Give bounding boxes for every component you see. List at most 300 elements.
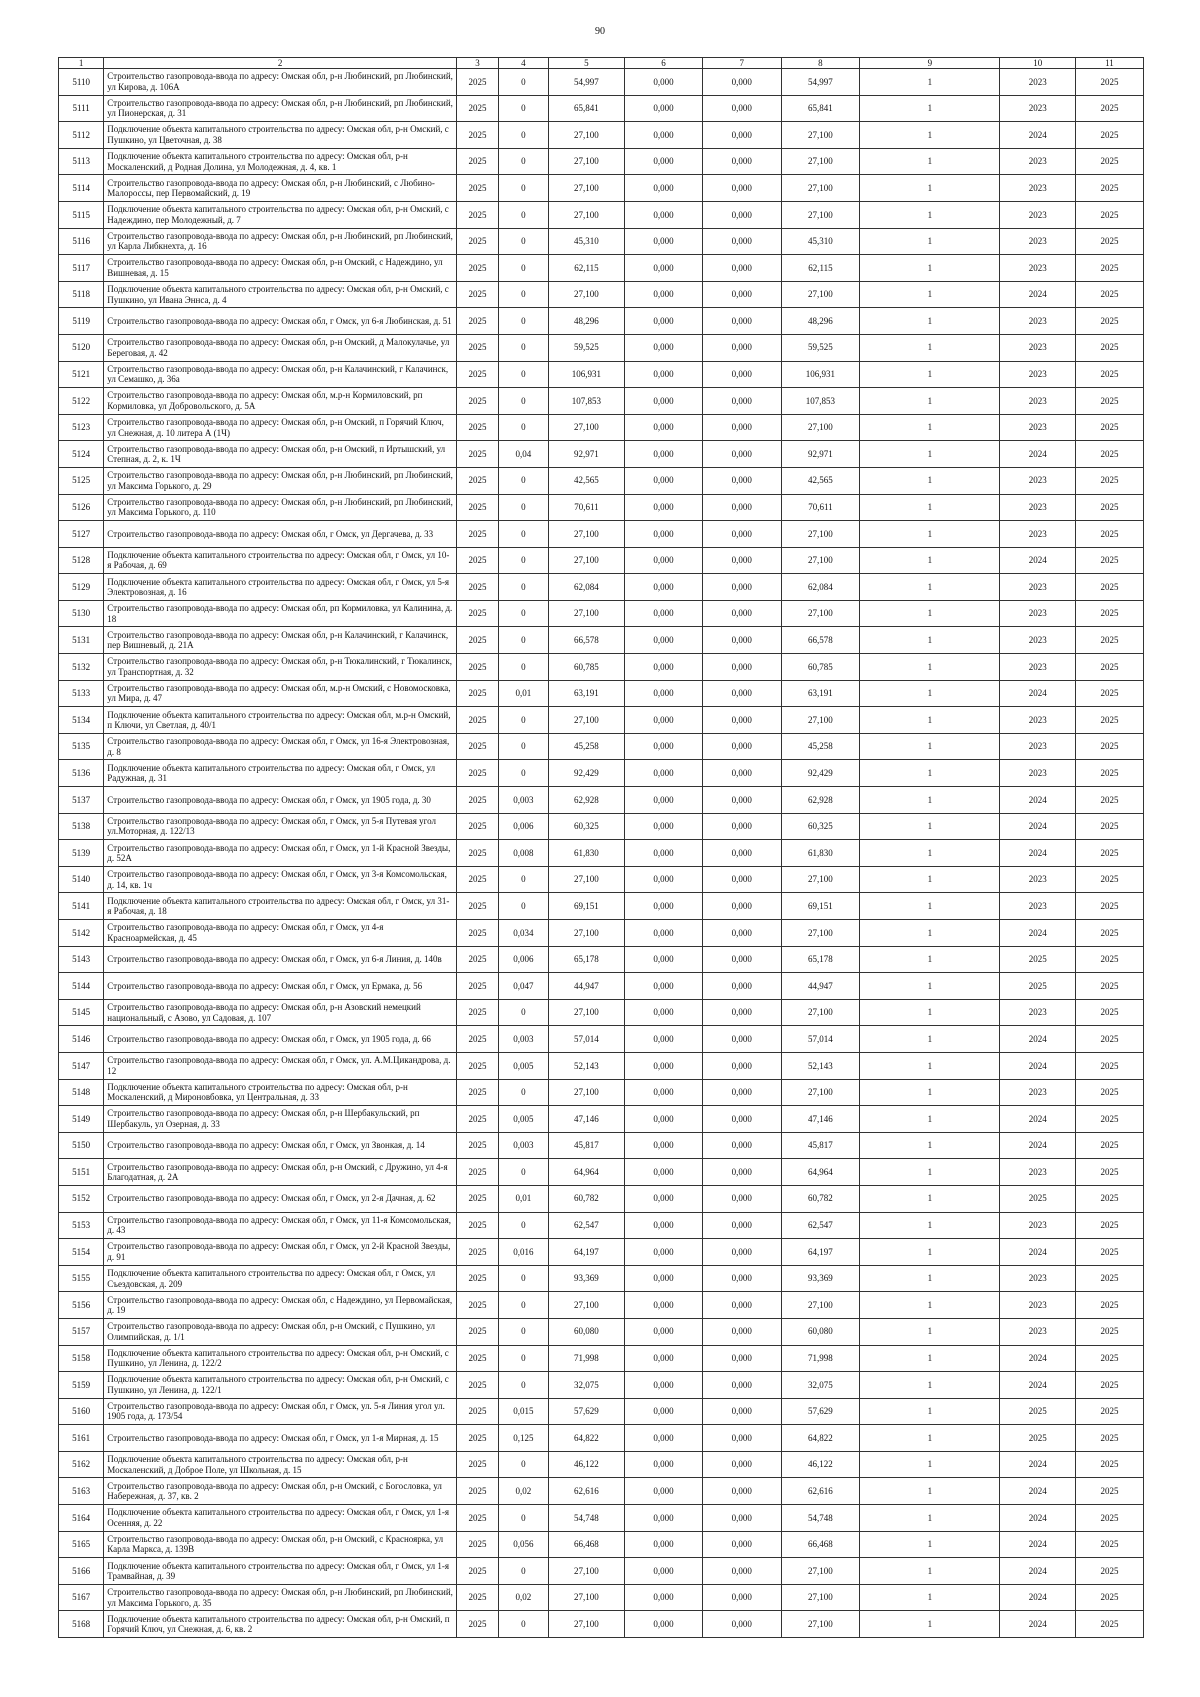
object-description: Подключение объекта капитального строительства по адресу: Омская обл, р-н Омский, с Надеждино, пер Молодежный, д. 7 — [104, 201, 457, 228]
cost-col7-cell: 0,000 — [702, 361, 781, 388]
cost-col8-cell: 62,084 — [781, 574, 860, 601]
cost-col6-cell: 0,000 — [625, 946, 703, 973]
table-row — [59, 414, 1144, 441]
row-number: 5141 — [59, 893, 104, 920]
table-row — [59, 494, 1144, 521]
table-row — [59, 1505, 1144, 1532]
table-row — [59, 600, 1144, 627]
cost-col8-cell: 62,115 — [781, 255, 860, 282]
quantity-cell: 1 — [860, 920, 1000, 947]
length-cell: 0 — [499, 760, 549, 787]
cost-col7-cell: 0,000 — [702, 122, 781, 149]
cost-col7-cell: 0,000 — [702, 1292, 781, 1319]
quantity-cell: 1 — [860, 946, 1000, 973]
total-cost-cell: 106,931 — [548, 361, 625, 388]
object-description: Подключение объекта капитального строительства по адресу: Омская обл, р-н Москаленский, д Родная Долина, ул Молодежная, д. 4, кв. 1 — [104, 148, 457, 175]
quantity-cell: 1 — [860, 1026, 1000, 1053]
year-cell: 2025 — [456, 388, 498, 415]
length-cell: 0 — [499, 308, 549, 335]
quantity-cell: 1 — [860, 654, 1000, 681]
cost-col6-cell: 0,000 — [625, 600, 703, 627]
length-cell: 0 — [499, 1611, 549, 1638]
cost-col8-cell: 27,100 — [781, 148, 860, 175]
start-year-cell: 2023 — [1000, 1318, 1075, 1345]
year-cell: 2025 — [456, 1132, 498, 1159]
table-row — [59, 201, 1144, 228]
start-year-cell: 2024 — [1000, 122, 1075, 149]
end-year-cell: 2025 — [1075, 840, 1143, 867]
row-number: 5119 — [59, 308, 104, 335]
table-row — [59, 521, 1144, 548]
cost-col6-cell: 0,000 — [625, 760, 703, 787]
end-year-cell: 2025 — [1075, 1052, 1143, 1079]
cost-col8-cell: 42,565 — [781, 467, 860, 494]
row-number: 5142 — [59, 920, 104, 947]
quantity-cell: 1 — [860, 334, 1000, 361]
cost-col8-cell: 48,296 — [781, 308, 860, 335]
column-header: 6 — [625, 58, 703, 69]
total-cost-cell: 42,565 — [548, 467, 625, 494]
row-number: 5114 — [59, 175, 104, 202]
start-year-cell: 2024 — [1000, 1132, 1075, 1159]
total-cost-cell: 27,100 — [548, 999, 625, 1026]
quantity-cell: 1 — [860, 281, 1000, 308]
page-number: 90 — [595, 26, 605, 37]
end-year-cell: 2025 — [1075, 999, 1143, 1026]
quantity-cell: 1 — [860, 1451, 1000, 1478]
total-cost-cell: 65,178 — [548, 946, 625, 973]
length-cell: 0 — [499, 494, 549, 521]
cost-col6-cell: 0,000 — [625, 1451, 703, 1478]
object-description: Подключение объекта капитального строительства по адресу: Омская обл, г Омск, ул Радужная, д. 31 — [104, 760, 457, 787]
cost-col6-cell: 0,000 — [625, 361, 703, 388]
end-year-cell: 2025 — [1075, 1451, 1143, 1478]
total-cost-cell: 27,100 — [548, 122, 625, 149]
end-year-cell: 2025 — [1075, 760, 1143, 787]
year-cell: 2025 — [456, 1505, 498, 1532]
object-description: Строительство газопровода-ввода по адресу: Омская обл, р-н Любинский, рп Любинский, ул Кирова, д. 106А — [104, 69, 457, 96]
cost-col6-cell: 0,000 — [625, 201, 703, 228]
cost-col6-cell: 0,000 — [625, 1531, 703, 1558]
cost-col6-cell: 0,000 — [625, 467, 703, 494]
end-year-cell: 2025 — [1075, 361, 1143, 388]
year-cell: 2025 — [456, 1265, 498, 1292]
cost-col6-cell: 0,000 — [625, 1239, 703, 1266]
cost-col6-cell: 0,000 — [625, 521, 703, 548]
cost-col8-cell: 71,998 — [781, 1345, 860, 1372]
object-description: Подключение объекта капитального строительства по адресу: Омская обл, г Омск, ул 5-я Электровозная, д. 16 — [104, 574, 457, 601]
cost-col6-cell: 0,000 — [625, 1159, 703, 1186]
row-number: 5158 — [59, 1345, 104, 1372]
start-year-cell: 2023 — [1000, 600, 1075, 627]
start-year-cell: 2023 — [1000, 707, 1075, 734]
quantity-cell: 1 — [860, 973, 1000, 1000]
total-cost-cell: 27,100 — [548, 281, 625, 308]
start-year-cell: 2024 — [1000, 680, 1075, 707]
object-description: Строительство газопровода-ввода по адресу: Омская обл, рп Кормиловка, ул Калинина, д. 18 — [104, 600, 457, 627]
cost-col7-cell: 0,000 — [702, 494, 781, 521]
table-row — [59, 1239, 1144, 1266]
start-year-cell: 2024 — [1000, 787, 1075, 814]
cost-col6-cell: 0,000 — [625, 787, 703, 814]
total-cost-cell: 62,928 — [548, 787, 625, 814]
year-cell: 2025 — [456, 148, 498, 175]
cost-col7-cell: 0,000 — [702, 600, 781, 627]
total-cost-cell: 60,325 — [548, 813, 625, 840]
object-description: Строительство газопровода-ввода по адресу: Омская обл, р-н Калачинский, г Калачинск, пер Вишневый, д. 21А — [104, 627, 457, 654]
cost-col7-cell: 0,000 — [702, 334, 781, 361]
end-year-cell: 2025 — [1075, 122, 1143, 149]
row-number: 5128 — [59, 547, 104, 574]
cost-col6-cell: 0,000 — [625, 973, 703, 1000]
row-number: 5133 — [59, 680, 104, 707]
total-cost-cell: 27,100 — [548, 547, 625, 574]
length-cell: 0 — [499, 893, 549, 920]
table-row — [59, 627, 1144, 654]
end-year-cell: 2025 — [1075, 388, 1143, 415]
year-cell: 2025 — [456, 1584, 498, 1611]
cost-col7-cell: 0,000 — [702, 787, 781, 814]
total-cost-cell: 70,611 — [548, 494, 625, 521]
start-year-cell: 2023 — [1000, 334, 1075, 361]
total-cost-cell: 59,525 — [548, 334, 625, 361]
cost-col8-cell: 57,014 — [781, 1026, 860, 1053]
table-row — [59, 1451, 1144, 1478]
table-row — [59, 69, 1144, 96]
end-year-cell: 2025 — [1075, 1265, 1143, 1292]
year-cell: 2025 — [456, 547, 498, 574]
length-cell: 0 — [499, 1451, 549, 1478]
start-year-cell: 2023 — [1000, 1265, 1075, 1292]
cost-col8-cell: 106,931 — [781, 361, 860, 388]
cost-col6-cell: 0,000 — [625, 680, 703, 707]
end-year-cell: 2025 — [1075, 1611, 1143, 1638]
total-cost-cell: 63,191 — [548, 680, 625, 707]
total-cost-cell: 52,143 — [548, 1052, 625, 1079]
cost-col7-cell: 0,000 — [702, 1318, 781, 1345]
quantity-cell: 1 — [860, 760, 1000, 787]
cost-col8-cell: 46,122 — [781, 1451, 860, 1478]
object-description: Строительство газопровода-ввода по адресу: Омская обл, г Омск, ул 16-я Электровозная, д. 8 — [104, 733, 457, 760]
row-number: 5145 — [59, 999, 104, 1026]
table-row — [59, 1212, 1144, 1239]
year-cell: 2025 — [456, 1451, 498, 1478]
column-header: 2 — [104, 58, 457, 69]
length-cell: 0,003 — [499, 787, 549, 814]
total-cost-cell: 64,964 — [548, 1159, 625, 1186]
end-year-cell: 2025 — [1075, 467, 1143, 494]
length-cell: 0,056 — [499, 1531, 549, 1558]
cost-col7-cell: 0,000 — [702, 920, 781, 947]
column-header: 10 — [1000, 58, 1075, 69]
year-cell: 2025 — [456, 893, 498, 920]
row-number: 5110 — [59, 69, 104, 96]
quantity-cell: 1 — [860, 600, 1000, 627]
column-header: 5 — [548, 58, 625, 69]
cost-col6-cell: 0,000 — [625, 281, 703, 308]
total-cost-cell: 47,146 — [548, 1106, 625, 1133]
start-year-cell: 2023 — [1000, 494, 1075, 521]
row-number: 5121 — [59, 361, 104, 388]
start-year-cell: 2023 — [1000, 627, 1075, 654]
table-row — [59, 1372, 1144, 1399]
cost-col8-cell: 27,100 — [781, 1079, 860, 1106]
cost-col6-cell: 0,000 — [625, 813, 703, 840]
cost-col7-cell: 0,000 — [702, 840, 781, 867]
row-number: 5130 — [59, 600, 104, 627]
total-cost-cell: 65,841 — [548, 95, 625, 122]
year-cell: 2025 — [456, 760, 498, 787]
length-cell: 0 — [499, 999, 549, 1026]
cost-col8-cell: 32,075 — [781, 1372, 860, 1399]
cost-col8-cell: 92,971 — [781, 441, 860, 468]
cost-col7-cell: 0,000 — [702, 680, 781, 707]
cost-col6-cell: 0,000 — [625, 1132, 703, 1159]
object-description: Строительство газопровода-ввода по адресу: Омская обл, г Омск, ул 5-я Путевая угол ул.Моторная, д. 122/13 — [104, 813, 457, 840]
cost-col6-cell: 0,000 — [625, 1292, 703, 1319]
total-cost-cell: 107,853 — [548, 388, 625, 415]
cost-col7-cell: 0,000 — [702, 1185, 781, 1212]
cost-col8-cell: 92,429 — [781, 760, 860, 787]
table-row — [59, 1159, 1144, 1186]
length-cell: 0 — [499, 1318, 549, 1345]
quantity-cell: 1 — [860, 1611, 1000, 1638]
end-year-cell: 2025 — [1075, 920, 1143, 947]
table-row — [59, 122, 1144, 149]
object-description: Строительство газопровода-ввода по адресу: Омская обл, г Омск, ул 6-я Линия, д. 140в — [104, 946, 457, 973]
cost-col8-cell: 27,100 — [781, 600, 860, 627]
year-cell: 2025 — [456, 733, 498, 760]
year-cell: 2025 — [456, 334, 498, 361]
end-year-cell: 2025 — [1075, 521, 1143, 548]
column-header: 3 — [456, 58, 498, 69]
start-year-cell: 2025 — [1000, 946, 1075, 973]
cost-col8-cell: 27,100 — [781, 1558, 860, 1585]
end-year-cell: 2025 — [1075, 414, 1143, 441]
row-number: 5162 — [59, 1451, 104, 1478]
start-year-cell: 2023 — [1000, 69, 1075, 96]
row-number: 5157 — [59, 1318, 104, 1345]
start-year-cell: 2024 — [1000, 1451, 1075, 1478]
cost-col8-cell: 60,325 — [781, 813, 860, 840]
total-cost-cell: 64,822 — [548, 1425, 625, 1452]
row-number: 5111 — [59, 95, 104, 122]
quantity-cell: 1 — [860, 95, 1000, 122]
quantity-cell: 1 — [860, 1132, 1000, 1159]
quantity-cell: 1 — [860, 494, 1000, 521]
object-description: Строительство газопровода-ввода по адресу: Омская обл, г Омск, ул 1905 года, д. 66 — [104, 1026, 457, 1053]
year-cell: 2025 — [456, 1372, 498, 1399]
row-number: 5137 — [59, 787, 104, 814]
object-description: Строительство газопровода-ввода по адресу: Омская обл, р-н Азовский немецкий национальный, с Азово, ул Садовая, д. 107 — [104, 999, 457, 1026]
row-number: 5151 — [59, 1159, 104, 1186]
row-number: 5153 — [59, 1212, 104, 1239]
row-number: 5167 — [59, 1584, 104, 1611]
cost-col8-cell: 27,100 — [781, 414, 860, 441]
column-header: 4 — [499, 58, 549, 69]
cost-col8-cell: 57,629 — [781, 1398, 860, 1425]
length-cell: 0,04 — [499, 441, 549, 468]
table-row — [59, 1425, 1144, 1452]
end-year-cell: 2025 — [1075, 733, 1143, 760]
table-row — [59, 760, 1144, 787]
cost-col6-cell: 0,000 — [625, 999, 703, 1026]
end-year-cell: 2025 — [1075, 600, 1143, 627]
start-year-cell: 2024 — [1000, 1239, 1075, 1266]
start-year-cell: 2024 — [1000, 547, 1075, 574]
quantity-cell: 1 — [860, 1318, 1000, 1345]
length-cell: 0 — [499, 1159, 549, 1186]
start-year-cell: 2023 — [1000, 521, 1075, 548]
total-cost-cell: 92,429 — [548, 760, 625, 787]
row-number: 5155 — [59, 1265, 104, 1292]
object-description: Подключение объекта капитального строительства по адресу: Омская обл, г Омск, ул 1-я Трамвайная, д. 39 — [104, 1558, 457, 1585]
cost-col7-cell: 0,000 — [702, 441, 781, 468]
year-cell: 2025 — [456, 95, 498, 122]
end-year-cell: 2025 — [1075, 654, 1143, 681]
cost-col8-cell: 64,197 — [781, 1239, 860, 1266]
start-year-cell: 2025 — [1000, 1185, 1075, 1212]
object-description: Строительство газопровода-ввода по адресу: Омская обл, г Омск, ул 1-й Красной Звезды, д. 52А — [104, 840, 457, 867]
object-description: Подключение объекта капитального строительства по адресу: Омская обл, г Омск, ул 1-я Осенняя, д. 22 — [104, 1505, 457, 1532]
quantity-cell: 1 — [860, 787, 1000, 814]
length-cell: 0 — [499, 388, 549, 415]
length-cell: 0,01 — [499, 680, 549, 707]
object-description: Строительство газопровода-ввода по адресу: Омская обл, р-н Омский, с Дружино, ул 4-я Благодатная, д. 2А — [104, 1159, 457, 1186]
end-year-cell: 2025 — [1075, 813, 1143, 840]
end-year-cell: 2025 — [1075, 281, 1143, 308]
end-year-cell: 2025 — [1075, 201, 1143, 228]
object-description: Строительство газопровода-ввода по адресу: Омская обл, р-н Омский, с Пушкино, ул Олимпийская, д. 1/1 — [104, 1318, 457, 1345]
year-cell: 2025 — [456, 600, 498, 627]
cost-col7-cell: 0,000 — [702, 1372, 781, 1399]
end-year-cell: 2025 — [1075, 627, 1143, 654]
year-cell: 2025 — [456, 414, 498, 441]
year-cell: 2025 — [456, 1212, 498, 1239]
row-number: 5148 — [59, 1079, 104, 1106]
end-year-cell: 2025 — [1075, 1079, 1143, 1106]
end-year-cell: 2025 — [1075, 441, 1143, 468]
year-cell: 2025 — [456, 920, 498, 947]
table-row — [59, 999, 1144, 1026]
table-row — [59, 1265, 1144, 1292]
length-cell: 0 — [499, 361, 549, 388]
cost-col8-cell: 27,100 — [781, 999, 860, 1026]
length-cell: 0 — [499, 1345, 549, 1372]
end-year-cell: 2025 — [1075, 1239, 1143, 1266]
total-cost-cell: 48,296 — [548, 308, 625, 335]
year-cell: 2025 — [456, 441, 498, 468]
column-header: 8 — [781, 58, 860, 69]
end-year-cell: 2025 — [1075, 1425, 1143, 1452]
year-cell: 2025 — [456, 1478, 498, 1505]
total-cost-cell: 93,369 — [548, 1265, 625, 1292]
cost-col8-cell: 27,100 — [781, 866, 860, 893]
year-cell: 2025 — [456, 574, 498, 601]
start-year-cell: 2024 — [1000, 1478, 1075, 1505]
row-number: 5147 — [59, 1052, 104, 1079]
quantity-cell: 1 — [860, 627, 1000, 654]
total-cost-cell: 27,100 — [548, 175, 625, 202]
total-cost-cell: 45,817 — [548, 1132, 625, 1159]
cost-col6-cell: 0,000 — [625, 1505, 703, 1532]
row-number: 5117 — [59, 255, 104, 282]
row-number: 5131 — [59, 627, 104, 654]
total-cost-cell: 57,629 — [548, 1398, 625, 1425]
total-cost-cell: 62,084 — [548, 574, 625, 601]
end-year-cell: 2025 — [1075, 1159, 1143, 1186]
year-cell: 2025 — [456, 1425, 498, 1452]
year-cell: 2025 — [456, 1345, 498, 1372]
cost-col6-cell: 0,000 — [625, 1558, 703, 1585]
cost-col7-cell: 0,000 — [702, 946, 781, 973]
start-year-cell: 2023 — [1000, 414, 1075, 441]
cost-col6-cell: 0,000 — [625, 920, 703, 947]
cost-col8-cell: 61,830 — [781, 840, 860, 867]
table-row — [59, 1345, 1144, 1372]
year-cell: 2025 — [456, 1052, 498, 1079]
total-cost-cell: 27,100 — [548, 201, 625, 228]
year-cell: 2025 — [456, 1185, 498, 1212]
year-cell: 2025 — [456, 840, 498, 867]
start-year-cell: 2023 — [1000, 255, 1075, 282]
total-cost-cell: 44,947 — [548, 973, 625, 1000]
length-cell: 0 — [499, 122, 549, 149]
object-description: Строительство газопровода-ввода по адресу: Омская обл, г Омск, ул. А.М.Цикандрова, д. 12 — [104, 1052, 457, 1079]
quantity-cell: 1 — [860, 175, 1000, 202]
total-cost-cell: 60,785 — [548, 654, 625, 681]
cost-col7-cell: 0,000 — [702, 308, 781, 335]
year-cell: 2025 — [456, 69, 498, 96]
quantity-cell: 1 — [860, 1185, 1000, 1212]
length-cell: 0 — [499, 654, 549, 681]
year-cell: 2025 — [456, 1026, 498, 1053]
cost-col8-cell: 66,578 — [781, 627, 860, 654]
length-cell: 0 — [499, 733, 549, 760]
quantity-cell: 1 — [860, 148, 1000, 175]
end-year-cell: 2025 — [1075, 893, 1143, 920]
cost-col6-cell: 0,000 — [625, 1372, 703, 1399]
cost-col8-cell: 27,100 — [781, 547, 860, 574]
total-cost-cell: 54,997 — [548, 69, 625, 96]
start-year-cell: 2023 — [1000, 467, 1075, 494]
quantity-cell: 1 — [860, 255, 1000, 282]
table-row — [59, 920, 1144, 947]
table-row — [59, 1132, 1144, 1159]
quantity-cell: 1 — [860, 69, 1000, 96]
table-row — [59, 1611, 1144, 1638]
end-year-cell: 2025 — [1075, 1292, 1143, 1319]
object-description: Строительство газопровода-ввода по адресу: Омская обл, р-н Любинский, рп Любинский, ул Максима Горького, д. 110 — [104, 494, 457, 521]
quantity-cell: 1 — [860, 1159, 1000, 1186]
quantity-cell: 1 — [860, 361, 1000, 388]
cost-col7-cell: 0,000 — [702, 175, 781, 202]
end-year-cell: 2025 — [1075, 1185, 1143, 1212]
year-cell: 2025 — [456, 308, 498, 335]
total-cost-cell: 27,100 — [548, 707, 625, 734]
end-year-cell: 2025 — [1075, 946, 1143, 973]
year-cell: 2025 — [456, 1159, 498, 1186]
cost-col7-cell: 0,000 — [702, 1132, 781, 1159]
object-description: Строительство газопровода-ввода по адресу: Омская обл, р-н Омский, п Горячий Ключ, ул Снежная, д. 10 литера А (1Ч) — [104, 414, 457, 441]
quantity-cell: 1 — [860, 228, 1000, 255]
end-year-cell: 2025 — [1075, 547, 1143, 574]
object-description: Строительство газопровода-ввода по адресу: Омская обл, р-н Омский, п Иртышский, ул Степная, д. 2, к. 1Ч — [104, 441, 457, 468]
length-cell: 0 — [499, 69, 549, 96]
cost-col8-cell: 65,178 — [781, 946, 860, 973]
cost-col8-cell: 60,782 — [781, 1185, 860, 1212]
table-row — [59, 1079, 1144, 1106]
